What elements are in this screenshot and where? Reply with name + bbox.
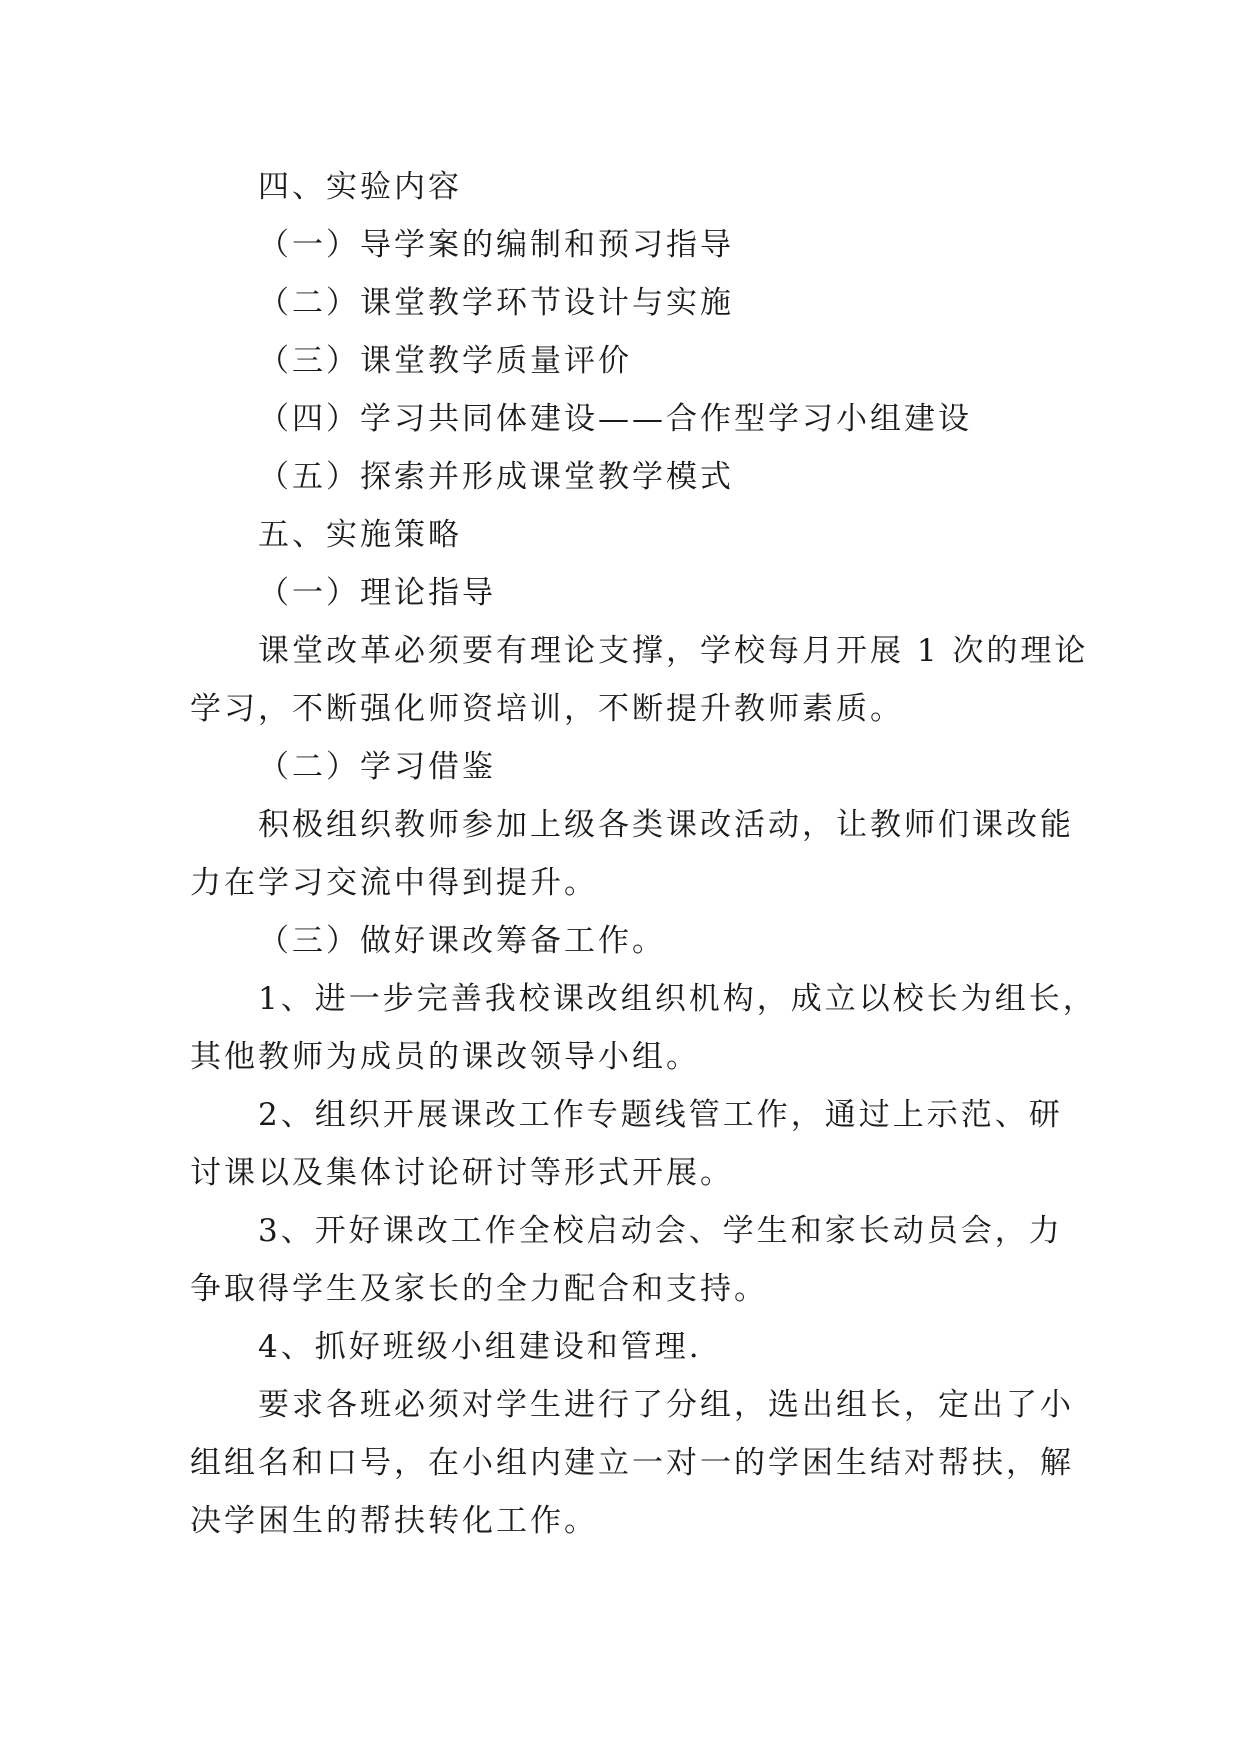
subheading-4-3: （三）课堂教学质量评价	[258, 343, 632, 379]
list-item-1: 1、进一步完善我校课改组织机构，成立以校长为组长，	[258, 981, 1097, 1017]
heading-section-5: 五、实施策略	[258, 517, 462, 553]
paragraph-line: 争取得学生及家长的全力配合和支持。	[190, 1271, 768, 1307]
paragraph-line: 力在学习交流中得到提升。	[190, 865, 598, 901]
document-page	[190, 158, 1097, 1550]
heading-section-4: 四、实验内容	[258, 169, 462, 205]
list-item-2: 2、组织开展课改工作专题线管工作，通过上示范、研	[258, 1097, 1063, 1133]
paragraph-line: 组组名和口号，在小组内建立一对一的学困生结对帮扶，解	[190, 1445, 1074, 1481]
subheading-5-3: （三）做好课改筹备工作。	[258, 923, 666, 959]
subheading-4-2: （二）课堂教学环节设计与实施	[258, 285, 734, 321]
subheading-4-1: （一）导学案的编制和预习指导	[258, 227, 734, 263]
subheading-5-2: （二）学习借鉴	[258, 749, 496, 785]
paragraph-line: 要求各班必须对学生进行了分组，选出组长，定出了小	[258, 1387, 1074, 1423]
list-item-4: 4、抓好班级小组建设和管理.	[258, 1329, 702, 1365]
subheading-4-4: （四）学习共同体建设——合作型学习小组建设	[258, 401, 972, 437]
paragraph-line: 积极组织教师参加上级各类课改活动，让教师们课改能	[258, 807, 1074, 843]
paragraph-line: 其他教师为成员的课改领导小组。	[190, 1039, 700, 1075]
paragraph-line: 讨课以及集体讨论研讨等形式开展。	[190, 1155, 734, 1191]
paragraph-line: 课堂改革必须要有理论支撑，学校每月开展 1 次的理论	[258, 633, 1089, 669]
paragraph-line: 决学困生的帮扶转化工作。	[190, 1503, 598, 1539]
list-item-3: 3、开好课改工作全校启动会、学生和家长动员会，力	[258, 1213, 1063, 1249]
subheading-5-1: （一）理论指导	[258, 575, 496, 611]
subheading-4-5: （五）探索并形成课堂教学模式	[258, 459, 734, 495]
paragraph-line: 学习，不断强化师资培训，不断提升教师素质。	[190, 691, 904, 727]
